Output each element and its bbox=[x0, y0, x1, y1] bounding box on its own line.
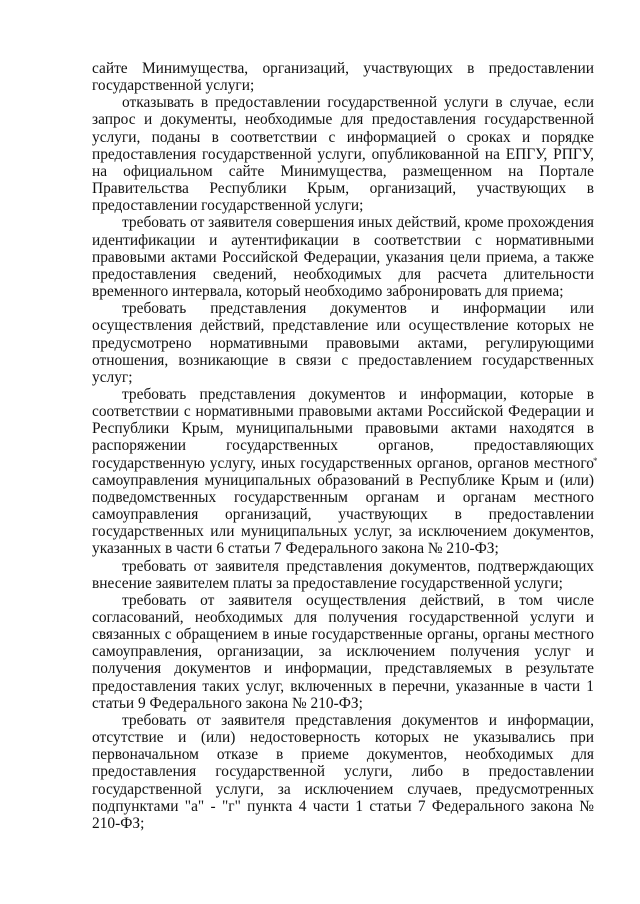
paragraph-1: сайте Минимущества, организаций, участвующих в предоставлении государственной услуги; bbox=[92, 60, 594, 95]
paragraph-5: требовать представления документов и информации, которые в соответствии с нормативными правовыми актами Российской Федерации и Республики Крым, муниципальными правовыми актами находятся в распоряжении государственных органов, предоставляющих государственную услугу, иных государственных органов, органов местного самоуправления муниципальных образований в Республике Крым и (или) подведомственных государственным органам и органам местного самоуправления организаций, участвующих в предоставлении государственных или муниципальных услуг, за исключением документов, указанных в части 6 статьи 7 Федерального закона № 210-ФЗ; bbox=[92, 385, 594, 558]
paragraph-3: требовать от заявителя совершения иных действий, кроме прохождения идентификации и аутентификации в соответствии с нормативными правовыми актами Российской Федерации, указания цели приема, а также предоставления сведений, необходимых для расчета длительности временного интервала, который необходимо забронировать для приема; bbox=[92, 214, 594, 301]
paragraph-6: требовать от заявителя представления документов, подтверждающих внесение заявителем платы за предоставление государственной услуги; bbox=[92, 557, 594, 592]
paragraph-4: требовать представления документов и информации или осуществления действий, представление или осуществление которых не предусмотрено нормативными правовыми актами, регулирующими отношения, возникающие в связи с предоставлением государственных услуг; bbox=[92, 300, 594, 386]
margin-mark: * bbox=[593, 456, 598, 466]
paragraph-2: отказывать в предоставлении государственной услуги в случае, если запрос и документы, необходимые для предоставления государственной услуги, поданы в соответствии с информацией о сроках и порядке предоставления государственной услуги, опубликованной на ЕПГУ, РПГУ, на официальном сайте Минимущества, размещенном на Портале Правительства Республики Крым, организаций, участвующих в предоставлении государственной услуги; bbox=[92, 94, 594, 215]
paragraph-8: требовать от заявителя представления документов и информации, отсутствие и (или) недостоверность которых не указывались при первоначальном отказе в приеме документов, необходимых для предоставления государственной услуги, либо в предоставлении государственной услуги, за исключением случаев, предусмотренных подпунктами "а" - "г" пункта 4 части 1 статьи 7 Федерального закона № 210-ФЗ; bbox=[92, 711, 594, 832]
document-body bbox=[92, 60, 594, 832]
paragraph-7: требовать от заявителя осуществления действий, в том числе согласований, необходимых для получения государственной услуги и связанных с обращением в иные государственные органы, органы местного самоуправления, организации, за исключением получения услуг и получения документов и информации, представляемых в результате предоставления таких услуг, включенных в перечни, указанные в части 1 статьи 9 Федерального закона № 210-ФЗ; bbox=[92, 591, 594, 712]
